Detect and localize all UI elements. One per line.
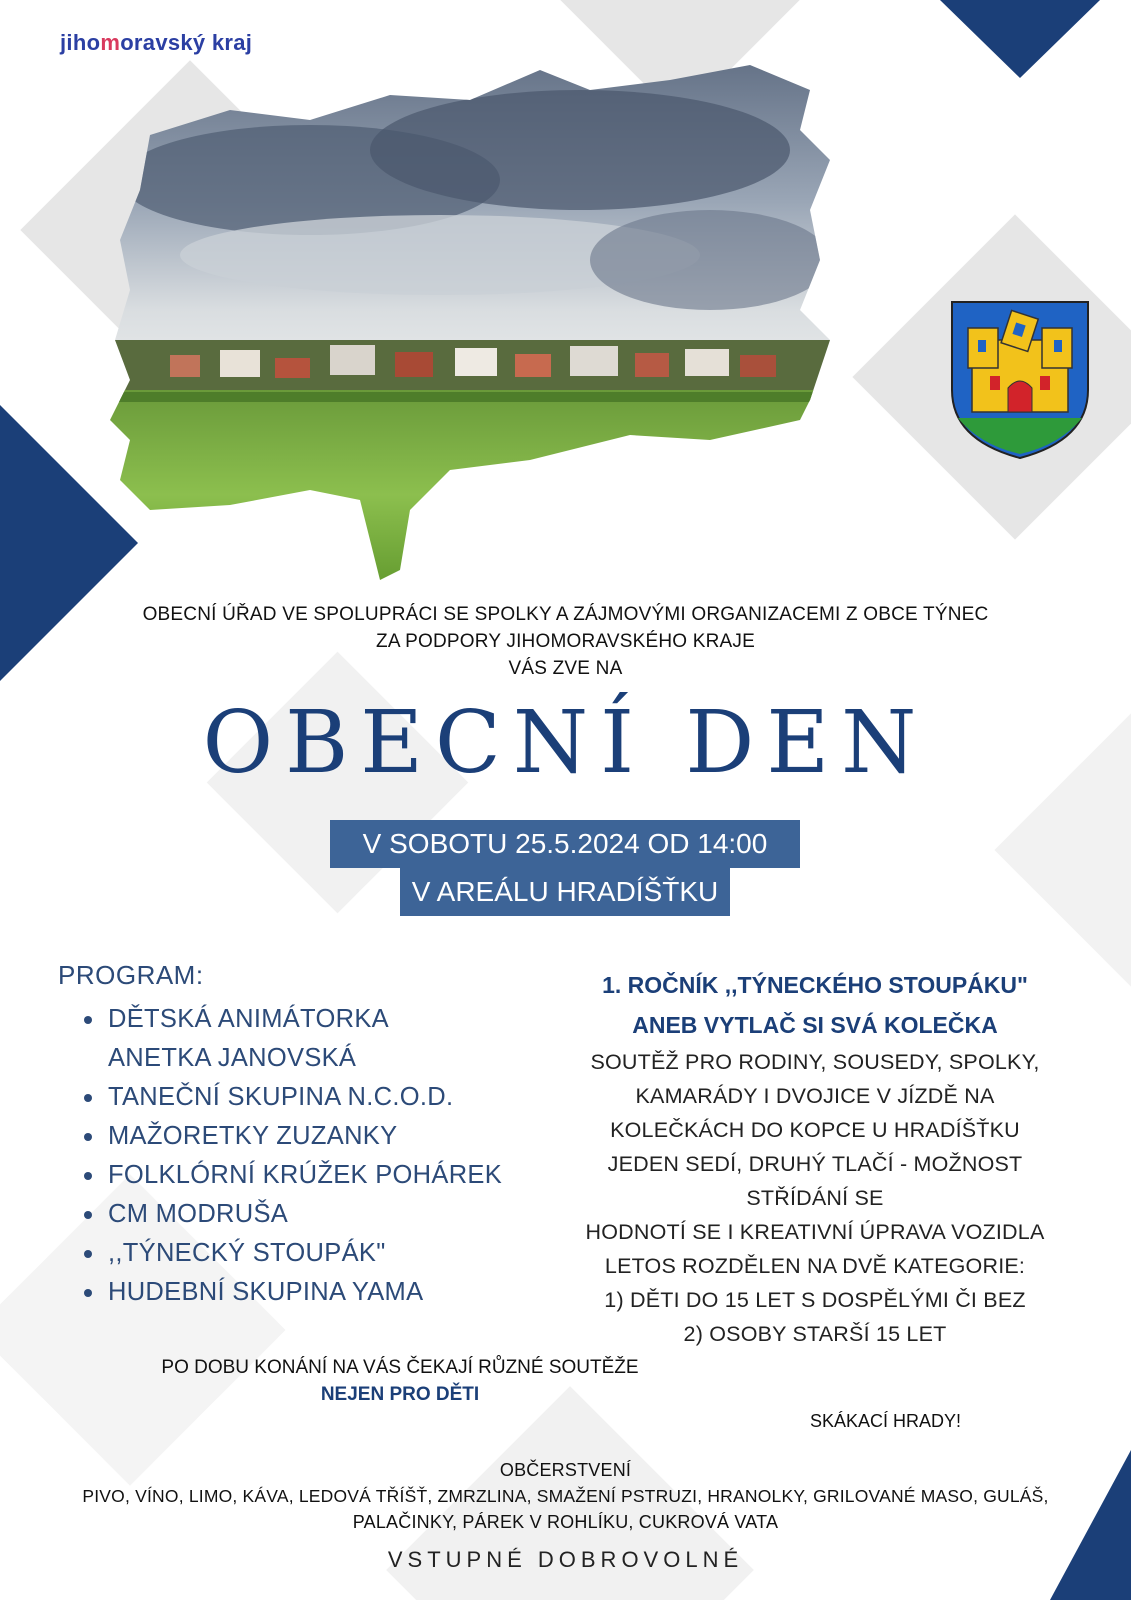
refreshments-line-2: PALAČINKY, PÁREK V ROHLÍKU, CUKROVÁ VATA — [352, 1512, 779, 1532]
date-box: V SOBOTU 25.5.2024 OD 14:00 — [330, 820, 800, 868]
program-list — [82, 1000, 502, 1312]
region-logo: jihomoravský kraj — [60, 30, 253, 55]
program-item: DĚTSKÁ ANIMÁTORKA — [82, 1000, 502, 1039]
stoupak-heading-2: ANEB VYTLAČ SI SVÁ KOLEČKA — [632, 1012, 998, 1038]
village-landscape-photo — [110, 40, 850, 600]
intro-line-3: VÁS ZVE NA — [508, 658, 623, 679]
stoupak-line: HODNOTÍ SE I KREATIVNÍ ÚPRAVA VOZIDLA — [585, 1220, 1045, 1244]
contests-highlight: NEJEN PRO DĚTI — [320, 1384, 480, 1405]
navy-triangle-top-right — [940, 0, 1100, 80]
refreshments-heading: OBČERSTVENÍ — [499, 1460, 632, 1480]
program-item: HUDEBNÍ SKUPINA YAMA — [82, 1273, 502, 1312]
stoupak-line: LETOS ROZDĚLEN NA DVĚ KATEGORIE: — [604, 1254, 1026, 1278]
place-box: V AREÁLU HRADÍŠŤKU — [400, 868, 730, 916]
stoupak-line: STŘÍDÁNÍ SE — [746, 1186, 884, 1210]
program-item: MAŽORETKY ZUZANKY — [82, 1117, 502, 1156]
stoupak-line: KOLEČKÁCH DO KOPCE U HRADÍŠŤKU — [610, 1118, 1020, 1142]
stoupak-line: SOUTĚŽ PRO RODINY, SOUSEDY, SPOLKY, — [590, 1050, 1040, 1074]
municipal-coat-of-arms — [950, 300, 1090, 460]
bouncy-castles: SKÁKACÍ HRADY! — [810, 1411, 962, 1431]
program-item: ,,TÝNECKÝ STOUPÁK" — [82, 1234, 502, 1273]
stoupak-line: KAMARÁDY I DVOJICE V JÍZDĚ NA — [635, 1084, 995, 1108]
stoupak-line: JEDEN SEDÍ, DRUHÝ TLAČÍ - MOŽNOST — [607, 1152, 1023, 1176]
program-heading: PROGRAM: — [58, 960, 204, 990]
program-item: CM MODRUŠA — [82, 1195, 502, 1234]
event-title: OBECNÍ DEN — [202, 693, 929, 793]
intro-line-1: OBECNÍ ÚŘAD VE SPOLUPRÁCI SE SPOLKY A ZÁJMOVÝMI ORGANIZACEMI Z OBCE TÝNEC — [142, 604, 989, 625]
stoupak-line: 1) DĚTI DO 15 LET S DOSPĚLÝMI ČI BEZ — [604, 1288, 1026, 1312]
program-item-continuation: ANETKA JANOVSKÁ — [108, 1044, 357, 1072]
stoupak-heading-1: 1. ROČNÍK ,,TÝNECKÉHO STOUPÁKU" — [602, 972, 1028, 998]
program-item: FOLKLÓRNÍ KRÚŽEK POHÁREK — [82, 1156, 502, 1195]
program-item: TANEČNÍ SKUPINA N.C.O.D. — [82, 1078, 502, 1117]
admission-note: VSTUPNÉ DOBROVOLNÉ — [387, 1547, 744, 1572]
stoupak-section — [555, 965, 1075, 1351]
contests-line: PO DOBU KONÁNÍ NA VÁS ČEKAJÍ RŮZNÉ SOUTĚŽE — [161, 1357, 639, 1378]
refreshments-line-1: PIVO, VÍNO, LIMO, KÁVA, LEDOVÁ TŘÍŠŤ, ZMRZLINA, SMAŽENÍ PSTRUZI, HRANOLKY, GRILOVANÉ MASO, GULÁŠ, — [82, 1486, 1049, 1506]
stoupak-line: 2) OSOBY STARŠÍ 15 LET — [683, 1322, 947, 1346]
intro-line-2: ZA PODPORY JIHOMORAVSKÉHO KRAJE — [376, 631, 755, 652]
